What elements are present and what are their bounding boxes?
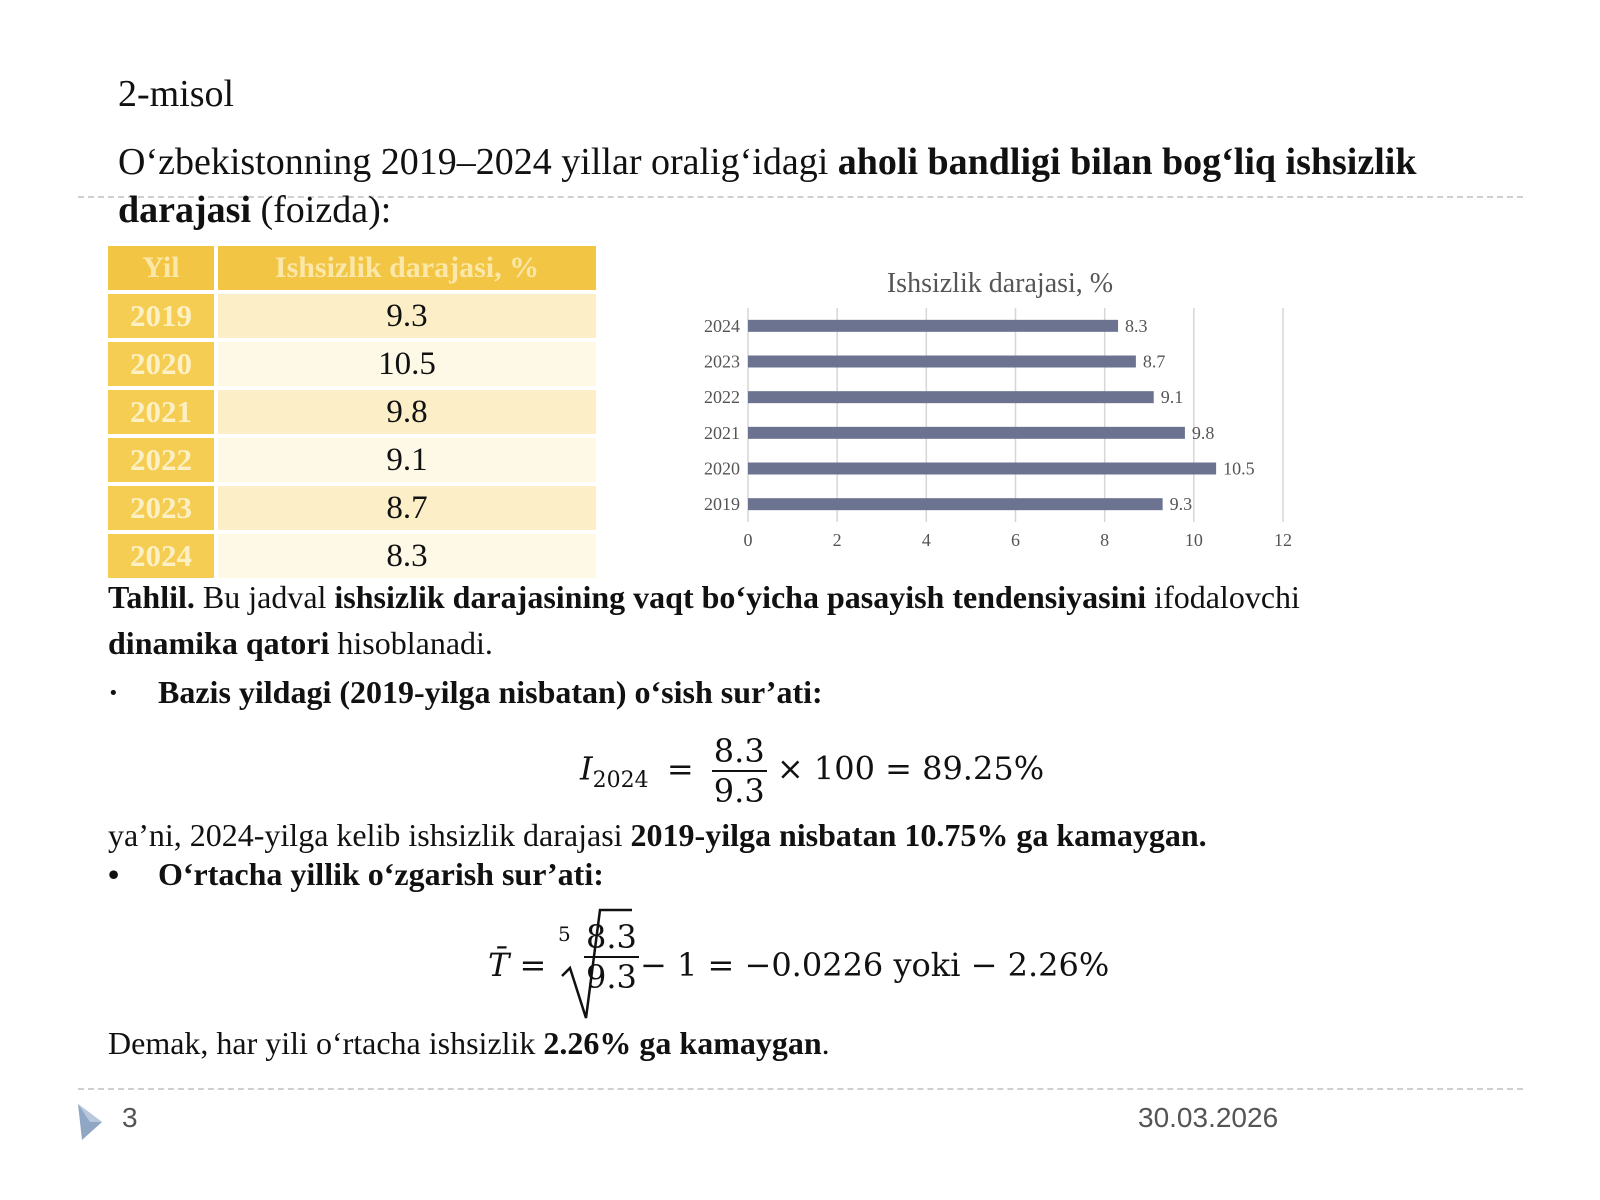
- interpretation-text: ya’ni, 2024-yilga kelib ishsizlik darajasi: [108, 817, 631, 853]
- conclusion-text: Demak, har yili o‘rtacha ishsizlik: [108, 1025, 544, 1061]
- conclusion-bold: 2.26% ga kamaygan: [543, 1025, 822, 1061]
- bar: [748, 356, 1136, 368]
- header-year: Yil: [108, 246, 216, 292]
- y-tick-label: 2022: [704, 387, 740, 408]
- bullet-text: Bazis yildagi (2019-yilga nisbatan) o‘sish sur’ati:: [158, 674, 823, 710]
- data-label: 10.5: [1223, 458, 1255, 479]
- data-label: 8.7: [1142, 351, 1166, 372]
- data-label: 9.3: [1169, 494, 1193, 515]
- year-cell: 2022: [108, 436, 216, 484]
- table-row: [108, 436, 596, 484]
- chart-title: Ishsizlik darajasi, %: [886, 268, 1114, 299]
- bullet-dot: •: [108, 856, 120, 892]
- unemployment-table: [108, 246, 596, 578]
- formula-fraction: [584, 918, 639, 996]
- analysis-text: Bu jadval: [194, 579, 335, 615]
- bar: [748, 320, 1118, 332]
- year-cell: 2019: [108, 292, 216, 340]
- value-cell: 8.3: [216, 532, 596, 578]
- x-tick-label: 4: [921, 530, 931, 550]
- unemployment-bar-chart: [680, 258, 1320, 568]
- y-tick-label: 2019: [704, 494, 740, 515]
- data-label: 8.3: [1125, 315, 1148, 336]
- bullet-dot: ·: [108, 674, 119, 710]
- data-label: 9.8: [1191, 422, 1215, 443]
- formula-symbol: I: [580, 749, 593, 788]
- bar: [748, 498, 1163, 510]
- page-number: 3: [122, 1102, 138, 1133]
- formula-symbol: T̄ =: [488, 946, 547, 984]
- value-cell: 9.3: [216, 292, 596, 340]
- root-index: 5: [558, 922, 571, 946]
- analysis-text: ifodalovchi: [1146, 579, 1300, 615]
- formula-fraction: [712, 732, 767, 810]
- x-tick-label: 0: [743, 530, 753, 550]
- intro-bold-1: aholi bandligi bilan bog‘liq ishsizlik: [837, 141, 1417, 183]
- bar: [748, 463, 1216, 475]
- intro-bold-2: darajasi: [118, 189, 251, 231]
- slide-date: 30.03.2026: [1138, 1102, 1279, 1133]
- slide-heading: 2-misol: [118, 73, 235, 115]
- slide-marker-icon: [74, 1102, 106, 1142]
- fraction-denominator: 9.3: [713, 772, 765, 810]
- table-row: [108, 532, 596, 578]
- x-tick-label: 2: [832, 530, 842, 550]
- y-tick-label: 2023: [704, 351, 740, 372]
- table-row: [108, 340, 596, 388]
- formula-result: × 100 = 89.25%: [776, 749, 1045, 788]
- year-cell: 2021: [108, 388, 216, 436]
- table-header-row: [108, 246, 596, 292]
- value-cell: 9.1: [216, 436, 596, 484]
- value-cell: 8.7: [216, 484, 596, 532]
- interpretation-bold: 2019-yilga nisbatan 10.75% ga kamaygan.: [630, 817, 1207, 853]
- y-tick-label: 2020: [704, 458, 740, 479]
- header-value: Ishsizlik darajasi, %: [216, 246, 596, 292]
- interpretation-1: [108, 812, 1207, 858]
- bullet-text: O‘rtacha yillik o‘zgarish sur’ati:: [158, 856, 604, 892]
- conclusion-text: .: [821, 1025, 830, 1061]
- bar: [748, 391, 1154, 403]
- formula-subscript: 2024: [592, 767, 649, 793]
- analysis-paragraph: [108, 574, 1548, 666]
- bar: [748, 427, 1185, 439]
- bottom-divider: [78, 1088, 1523, 1090]
- data-label: 9.1: [1160, 387, 1184, 408]
- intro-tail: (foizda):: [251, 189, 392, 231]
- year-cell: 2024: [108, 532, 216, 578]
- fraction-denominator: 9.3: [586, 958, 637, 996]
- conclusion: [108, 1020, 830, 1066]
- table-row: [108, 388, 596, 436]
- value-cell: 9.8: [216, 388, 596, 436]
- y-tick-label: 2024: [704, 315, 740, 336]
- x-tick-label: 12: [1274, 530, 1292, 550]
- x-tick-label: 6: [1011, 530, 1020, 550]
- chart-grid: [748, 308, 1283, 522]
- analysis-text: hisoblanadi.: [329, 625, 493, 661]
- intro-text: O‘zbekistonning 2019–2024 yillar oralig‘idagi: [118, 141, 838, 183]
- formula-equals: =: [666, 749, 694, 788]
- year-cell: 2020: [108, 340, 216, 388]
- table-row: [108, 292, 596, 340]
- analysis-bold: ishsizlik darajasining vaqt bo‘yicha pasayish tendensiyasini: [334, 579, 1147, 615]
- analysis-label: Tahlil.: [108, 579, 195, 615]
- y-tick-label: 2021: [704, 422, 740, 443]
- x-tick-label: 8: [1100, 530, 1110, 550]
- formula-base-index: [580, 732, 1044, 810]
- slide-intro: [118, 138, 1538, 234]
- chart-bars: [748, 320, 1216, 510]
- analysis-bold: dinamika qatori: [108, 625, 330, 661]
- year-cell: 2023: [108, 484, 216, 532]
- fraction-numerator: 8.3: [713, 732, 765, 770]
- formula-result: − 1 = −0.0226 yoki − 2.26%: [640, 946, 1110, 984]
- table-row: [108, 484, 596, 532]
- value-cell: 10.5: [216, 340, 596, 388]
- x-tick-label: 10: [1184, 530, 1203, 550]
- fraction-numerator: 8.3: [586, 918, 637, 956]
